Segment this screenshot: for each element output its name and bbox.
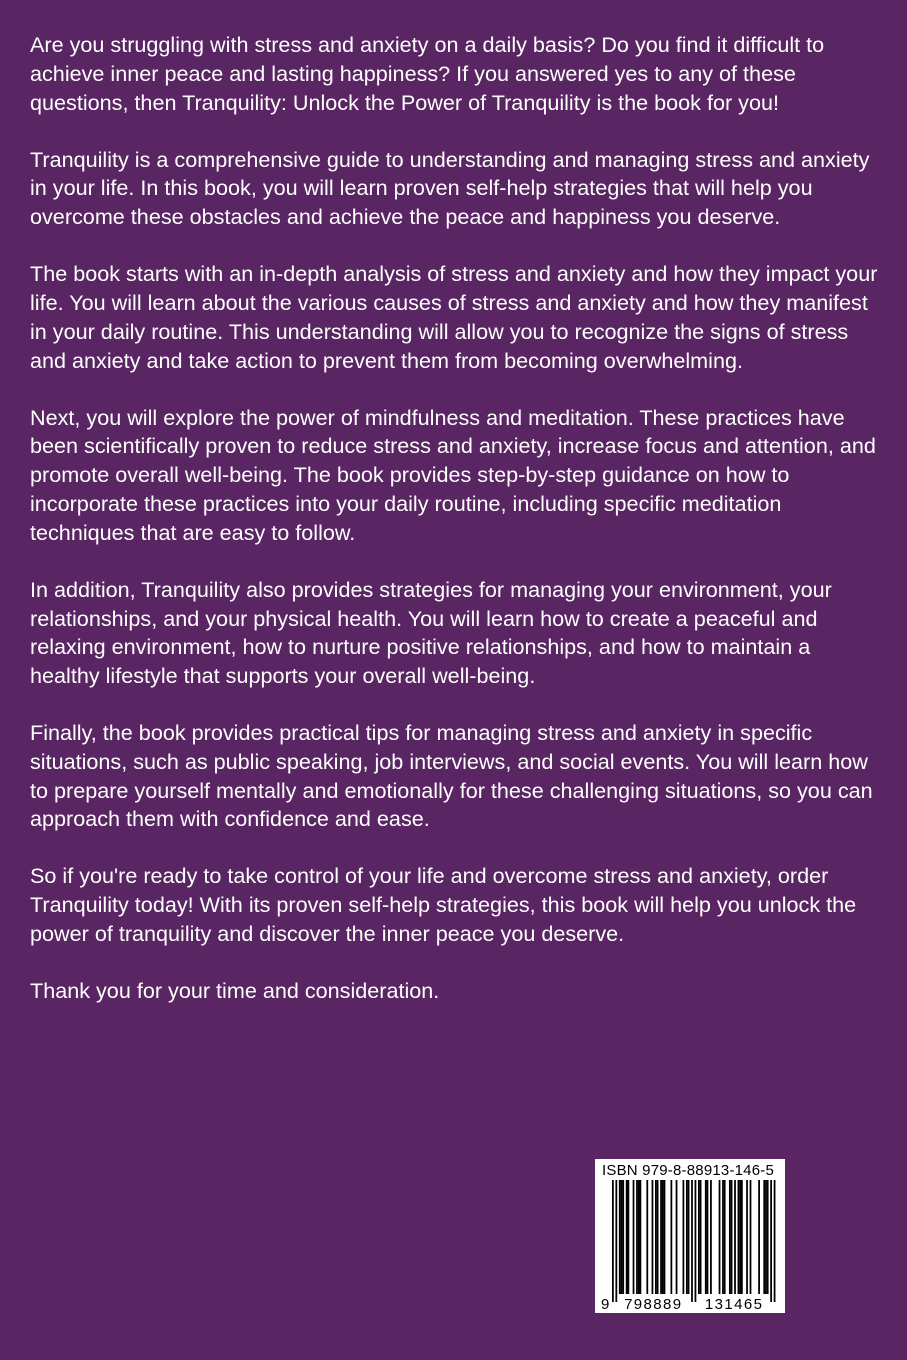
ean-first-digit: 9 — [601, 1296, 610, 1313]
barcode-guard-bar — [615, 1180, 617, 1302]
ean-right-digits: 131465 — [704, 1296, 764, 1313]
barcode-bar — [655, 1180, 657, 1294]
blurb-paragraph-2: Tranquility is a comprehensive guide to understanding and managing stress and anxiety in your life. In this book, you will learn proven self-help strategies that will help you overcome these obstacles and achieve the peace and happiness you deserve. — [30, 146, 870, 230]
barcode-guard-bar — [770, 1180, 772, 1302]
barcode-bar — [660, 1180, 662, 1294]
barcode-bar — [724, 1180, 726, 1294]
barcode-bar — [738, 1180, 740, 1294]
barcode-bar — [683, 1180, 685, 1294]
barcode-bar — [765, 1180, 767, 1294]
barcode-bar — [652, 1180, 654, 1294]
isbn-label: ISBN 979-8-88913-146-5 — [602, 1162, 775, 1179]
barcode-bar — [722, 1180, 724, 1294]
barcode-graphic — [595, 1159, 785, 1313]
blurb-paragraph-8: Thank you for your time and consideration. — [30, 978, 440, 1004]
ean-left-digits: 798889 — [624, 1296, 683, 1313]
barcode-bar — [750, 1180, 752, 1294]
barcode-bar — [731, 1180, 733, 1294]
barcode-bar — [705, 1180, 707, 1294]
barcode-bar — [763, 1180, 765, 1294]
barcode-bar — [670, 1180, 672, 1294]
blurb-paragraph-5: In addition, Tranquility also provides strategies for managing your environment, your relationships, and your physical health. You will learn how to create a peaceful and relaxing environment, how to nurture positive relationships, and how to maintain a healthy lifestyle that supports your overall well-being. — [30, 576, 832, 689]
blurb-text — [30, 31, 882, 1034]
barcode-bar — [640, 1180, 642, 1294]
barcode-bar — [638, 1180, 640, 1294]
barcode-bar — [664, 1180, 666, 1294]
barcode-bar — [739, 1180, 741, 1294]
barcode-bar — [746, 1180, 748, 1294]
blurb-paragraph-4: Next, you will explore the power of mindfulness and meditation. These practices have been scientifically proven to reduce stress and anxiety, increase focus and attention, and promote overall well-being. The book provides step-by-step guidance on how to incorporate these practices into your daily routine, including specific meditation techniques that are easy to follow. — [30, 404, 876, 545]
barcode-bar — [700, 1180, 702, 1294]
barcode-guard-bar — [612, 1180, 614, 1302]
barcode-bar — [719, 1180, 721, 1294]
barcode-bar — [688, 1180, 690, 1294]
barcode-bar — [633, 1180, 635, 1294]
barcode-bar — [710, 1180, 712, 1294]
blurb-paragraph-6: Finally, the book provides practical tips for managing stress and anxiety in specific situations, such as public speaking, job interviews, and social events. You will learn how to prepare yourself mentally and emotionally for these challenging situations, so you can approach them with confidence and ease. — [30, 720, 873, 832]
barcode-bar — [626, 1180, 628, 1294]
barcode-bar — [676, 1180, 678, 1294]
barcode-bar — [758, 1180, 760, 1294]
barcode-bar — [734, 1180, 736, 1294]
barcode-bar — [662, 1180, 664, 1294]
barcode-bar — [686, 1180, 688, 1294]
barcode-guard-bar — [691, 1180, 693, 1302]
barcode-guard-bar — [695, 1180, 697, 1302]
barcode-bar — [767, 1180, 769, 1294]
barcode-bar — [646, 1180, 648, 1294]
barcode-bar — [657, 1180, 659, 1294]
barcode-bars — [612, 1180, 775, 1302]
barcode-bar — [729, 1180, 731, 1294]
barcode-bar — [707, 1180, 709, 1294]
barcode-bar — [627, 1180, 629, 1294]
blurb-paragraph-7: So if you're ready to take control of your life and overcome stress and anxiety, order Tranquility today! With its proven self-help strategies, this book will help you unlock the power of tranquility and discover the inner peace you deserve. — [30, 863, 857, 947]
barcode-bar — [741, 1180, 743, 1294]
blurb-paragraph-3: The book starts with an in-depth analysis of stress and anxiety and how they impact your life. You will learn about the various causes of stress and anxiety and how they manifest in your daily routine. This understanding will allow you to recognize the signs of stress and anxiety and take action to prevent them from becoming overwhelming. — [30, 261, 878, 373]
barcode-bar — [636, 1180, 638, 1294]
barcode-bar — [622, 1180, 624, 1294]
barcode-bar — [698, 1180, 700, 1294]
barcode-bar — [621, 1180, 623, 1294]
isbn-barcode — [595, 1159, 785, 1313]
blurb-paragraph-1: Are you struggling with stress and anxiety on a daily basis? Do you find it difficult to achieve inner peace and lasting happiness? If you answered yes to any of these questions, then Tranquility: Unlock the Power of Tranquility is the book for you! — [30, 32, 825, 115]
barcode-bar — [619, 1180, 621, 1294]
barcode-guard-bar — [774, 1180, 776, 1302]
